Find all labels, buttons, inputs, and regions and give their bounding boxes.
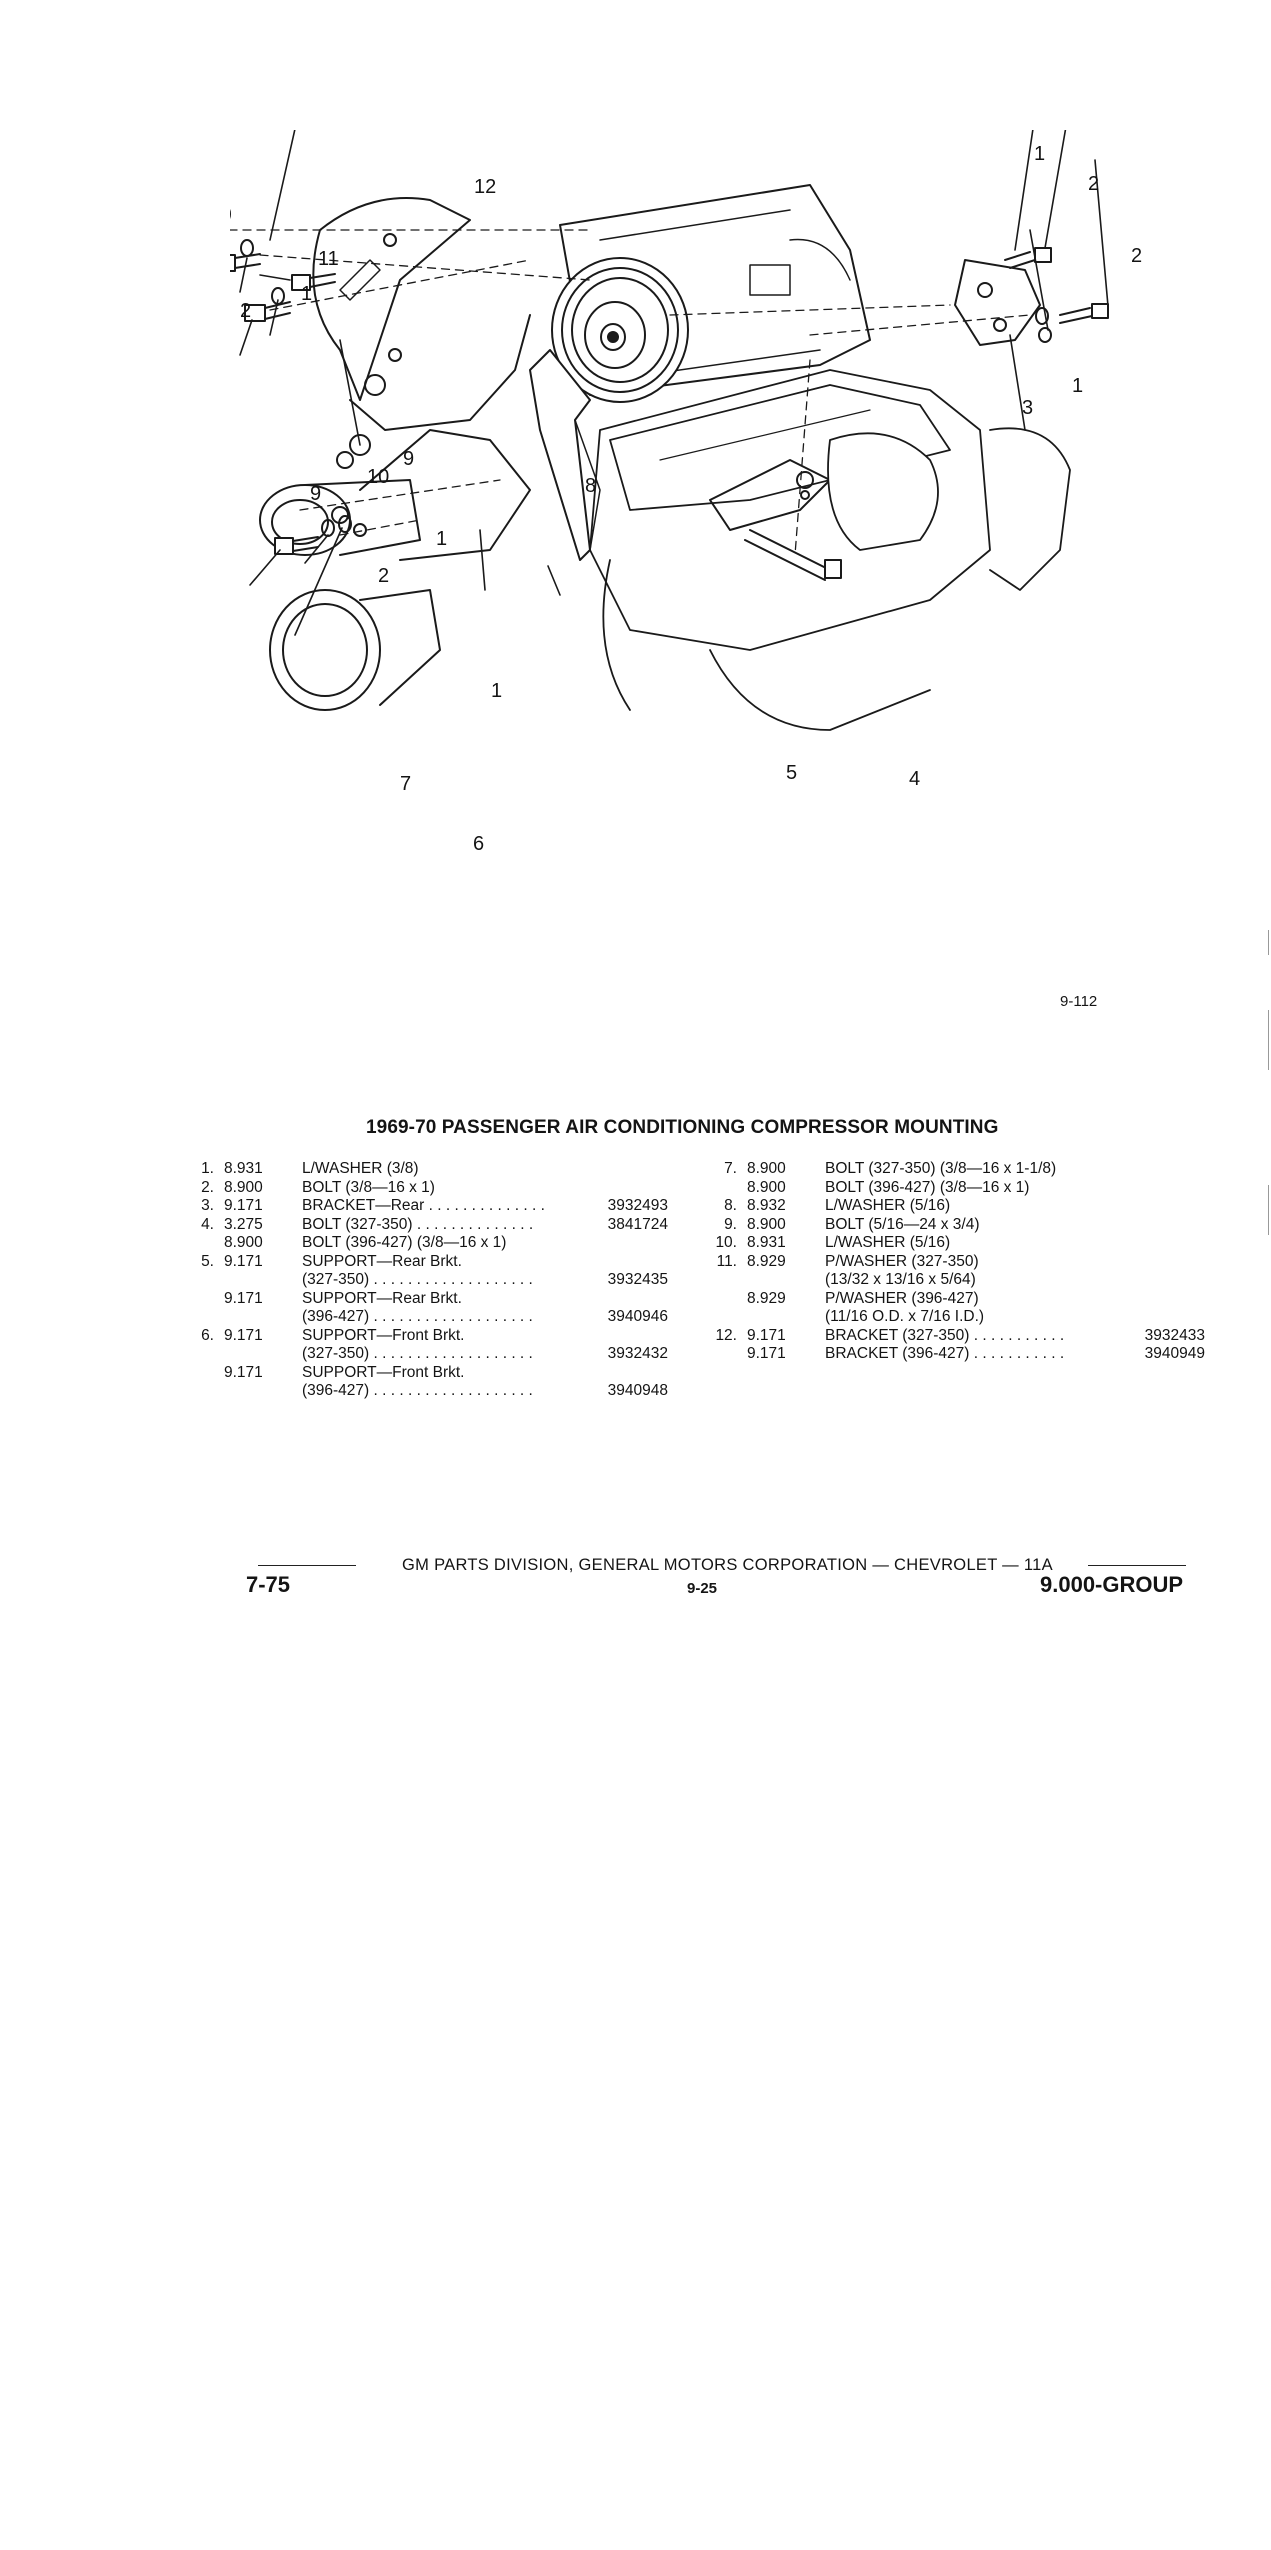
callout-5: 5 bbox=[786, 762, 798, 784]
part-description: BRACKET—Rear . . . . . . . . . . . . . . bbox=[302, 1197, 545, 1214]
callout-3: 3 bbox=[1022, 397, 1034, 419]
callout-4: 4 bbox=[909, 768, 921, 790]
margin-mark bbox=[1268, 1185, 1269, 1235]
callout-1: 1 bbox=[436, 528, 448, 550]
parts-row bbox=[715, 1253, 1205, 1272]
callout-9: 9 bbox=[403, 448, 415, 470]
item-number: 8. bbox=[724, 1197, 737, 1214]
parts-row bbox=[715, 1160, 1205, 1179]
engine-block bbox=[590, 370, 1070, 730]
callout-2: 2 bbox=[1088, 173, 1100, 195]
part-description: (396-427) . . . . . . . . . . . . . . . . . . . bbox=[302, 1382, 533, 1399]
group-number: 9.171 bbox=[224, 1326, 263, 1344]
parts-row bbox=[192, 1160, 672, 1179]
callout-1: 1 bbox=[1072, 375, 1084, 397]
parts-row bbox=[715, 1308, 1205, 1327]
footer-rule-right bbox=[1088, 1565, 1186, 1566]
group-number: 9.171 bbox=[747, 1345, 786, 1362]
part-number: 3940948 bbox=[607, 1382, 668, 1399]
group-number: 8.929 bbox=[747, 1252, 786, 1270]
parts-row bbox=[715, 1271, 1205, 1290]
item-number: 3. bbox=[201, 1197, 214, 1214]
part-number: 3940946 bbox=[607, 1308, 668, 1325]
group-number: 9.171 bbox=[747, 1326, 786, 1344]
footer-date: 7-75 bbox=[246, 1572, 291, 1597]
part-description: SUPPORT—Rear Brkt. bbox=[302, 1289, 462, 1307]
part-description: BOLT (3/8—16 x 1) bbox=[302, 1178, 435, 1196]
parts-list-left bbox=[192, 1160, 672, 1401]
part-description: (13/32 x 13/16 x 5/64) bbox=[825, 1271, 976, 1288]
parts-row bbox=[715, 1327, 1205, 1346]
part-description: BOLT (327-350) (3/8—16 x 1-1/8) bbox=[825, 1160, 1057, 1177]
parts-row bbox=[192, 1308, 672, 1327]
item-number: 6. bbox=[201, 1326, 214, 1344]
parts-row bbox=[192, 1179, 672, 1198]
part-description: BOLT (327-350) . . . . . . . . . . . . . . bbox=[302, 1215, 534, 1233]
part-number: 3841724 bbox=[607, 1215, 668, 1233]
item-number: 1. bbox=[201, 1160, 214, 1177]
part-description: P/WASHER (396-427) bbox=[825, 1289, 979, 1307]
callout-1: 1 bbox=[1034, 143, 1046, 165]
group-number: 8.900 bbox=[747, 1160, 786, 1177]
group-number: 8.900 bbox=[747, 1178, 786, 1196]
group-number: 8.900 bbox=[224, 1234, 263, 1251]
group-number: 8.900 bbox=[224, 1178, 263, 1196]
part-description: (327-350) . . . . . . . . . . . . . . . . . . . bbox=[302, 1271, 533, 1288]
part-description: (327-350) . . . . . . . . . . . . . . . . . . . bbox=[302, 1345, 533, 1362]
callout-6: 6 bbox=[473, 833, 485, 855]
margin-mark bbox=[1268, 1010, 1269, 1070]
item-number: 12. bbox=[715, 1326, 737, 1344]
parts-row bbox=[715, 1197, 1205, 1216]
parts-row bbox=[192, 1197, 672, 1216]
callout-10: 10 bbox=[367, 466, 390, 488]
part-description: L/WASHER (5/16) bbox=[825, 1197, 951, 1214]
part-description: SUPPORT—Rear Brkt. bbox=[302, 1252, 462, 1270]
parts-row bbox=[192, 1253, 672, 1272]
parts-row bbox=[715, 1216, 1205, 1235]
item-number: 11. bbox=[716, 1252, 737, 1270]
footer-page-number: 9-25 bbox=[687, 1580, 718, 1597]
part-description: BRACKET (327-350) . . . . . . . . . . . bbox=[825, 1326, 1065, 1344]
part-description: P/WASHER (327-350) bbox=[825, 1252, 979, 1270]
part-description: BOLT (396-427) (3/8—16 x 1) bbox=[302, 1234, 507, 1251]
group-number: 3.275 bbox=[224, 1215, 263, 1233]
rear-bracket bbox=[955, 260, 1040, 345]
item-number: 7. bbox=[724, 1160, 737, 1177]
part-description: SUPPORT—Front Brkt. bbox=[302, 1326, 465, 1344]
callout-7: 7 bbox=[400, 773, 412, 795]
group-number: 8.931 bbox=[747, 1234, 786, 1251]
part-description: SUPPORT—Front Brkt. bbox=[302, 1363, 465, 1381]
part-description: BRACKET (396-427) . . . . . . . . . . . bbox=[825, 1345, 1065, 1362]
parts-row bbox=[715, 1290, 1205, 1309]
parts-row bbox=[192, 1216, 672, 1235]
parts-row bbox=[192, 1290, 672, 1309]
page-title: 1969-70 PASSENGER AIR CONDITIONING COMPRESSOR MOUNTING bbox=[366, 1117, 999, 1138]
callout-1: 1 bbox=[491, 680, 503, 702]
group-number: 8.900 bbox=[747, 1215, 786, 1233]
footer-publisher: GM PARTS DIVISION, GENERAL MOTORS CORPORATION — CHEVROLET — 11A bbox=[402, 1556, 1053, 1574]
part-description: BOLT (396-427) (3/8—16 x 1) bbox=[825, 1178, 1030, 1196]
parts-row bbox=[192, 1271, 672, 1290]
crank-pulley bbox=[270, 590, 440, 710]
item-number: 2. bbox=[201, 1178, 214, 1196]
parts-row bbox=[715, 1179, 1205, 1198]
callout-8: 8 bbox=[585, 475, 597, 497]
part-number: 3932493 bbox=[607, 1197, 668, 1214]
item-number: 9. bbox=[724, 1215, 737, 1233]
part-number: 3932432 bbox=[607, 1345, 668, 1362]
parts-row bbox=[192, 1382, 672, 1401]
item-number: 4. bbox=[201, 1215, 214, 1233]
margin-mark bbox=[1268, 930, 1269, 955]
parts-row bbox=[715, 1234, 1205, 1253]
parts-row bbox=[192, 1364, 672, 1383]
parts-row bbox=[192, 1234, 672, 1253]
part-number: 3940949 bbox=[1144, 1345, 1205, 1362]
group-number: 9.171 bbox=[224, 1363, 263, 1381]
footer-rule-left bbox=[258, 1565, 356, 1566]
group-number: 8.932 bbox=[747, 1197, 786, 1214]
part-description: (11/16 O.D. x 7/16 I.D.) bbox=[825, 1308, 985, 1325]
group-number: 9.171 bbox=[224, 1197, 263, 1214]
parts-row bbox=[715, 1345, 1205, 1364]
item-number: 10. bbox=[715, 1234, 737, 1251]
callout-11: 11 bbox=[318, 248, 339, 270]
callout-1: 1 bbox=[301, 283, 313, 305]
part-description: BOLT (5/16—24 x 3/4) bbox=[825, 1215, 980, 1233]
callout-12: 12 bbox=[474, 176, 497, 198]
group-number: 8.931 bbox=[224, 1160, 263, 1177]
figure-code: 9-112 bbox=[1060, 993, 1098, 1010]
part-description: L/WASHER (5/16) bbox=[825, 1234, 951, 1251]
parts-list-right bbox=[715, 1160, 1205, 1364]
part-number: 3932435 bbox=[607, 1271, 668, 1288]
parts-row bbox=[192, 1327, 672, 1346]
group-number: 9.171 bbox=[224, 1252, 263, 1270]
parts-row bbox=[192, 1345, 672, 1364]
part-description: (396-427) . . . . . . . . . . . . . . . . . . . bbox=[302, 1308, 533, 1325]
callout-2: 2 bbox=[240, 300, 252, 322]
front-bracket bbox=[313, 198, 470, 400]
item-number: 5. bbox=[201, 1252, 214, 1270]
callout-2: 2 bbox=[1131, 245, 1143, 267]
compressor-mounting-illustration bbox=[230, 130, 1220, 900]
callout-9: 9 bbox=[310, 483, 322, 505]
footer-group: 9.000-GROUP bbox=[1040, 1572, 1184, 1597]
part-number: 3932433 bbox=[1144, 1326, 1205, 1344]
group-number: 9.171 bbox=[224, 1289, 263, 1307]
group-number: 8.929 bbox=[747, 1289, 786, 1307]
callout-2: 2 bbox=[378, 565, 390, 587]
part-description: L/WASHER (3/8) bbox=[302, 1160, 419, 1177]
